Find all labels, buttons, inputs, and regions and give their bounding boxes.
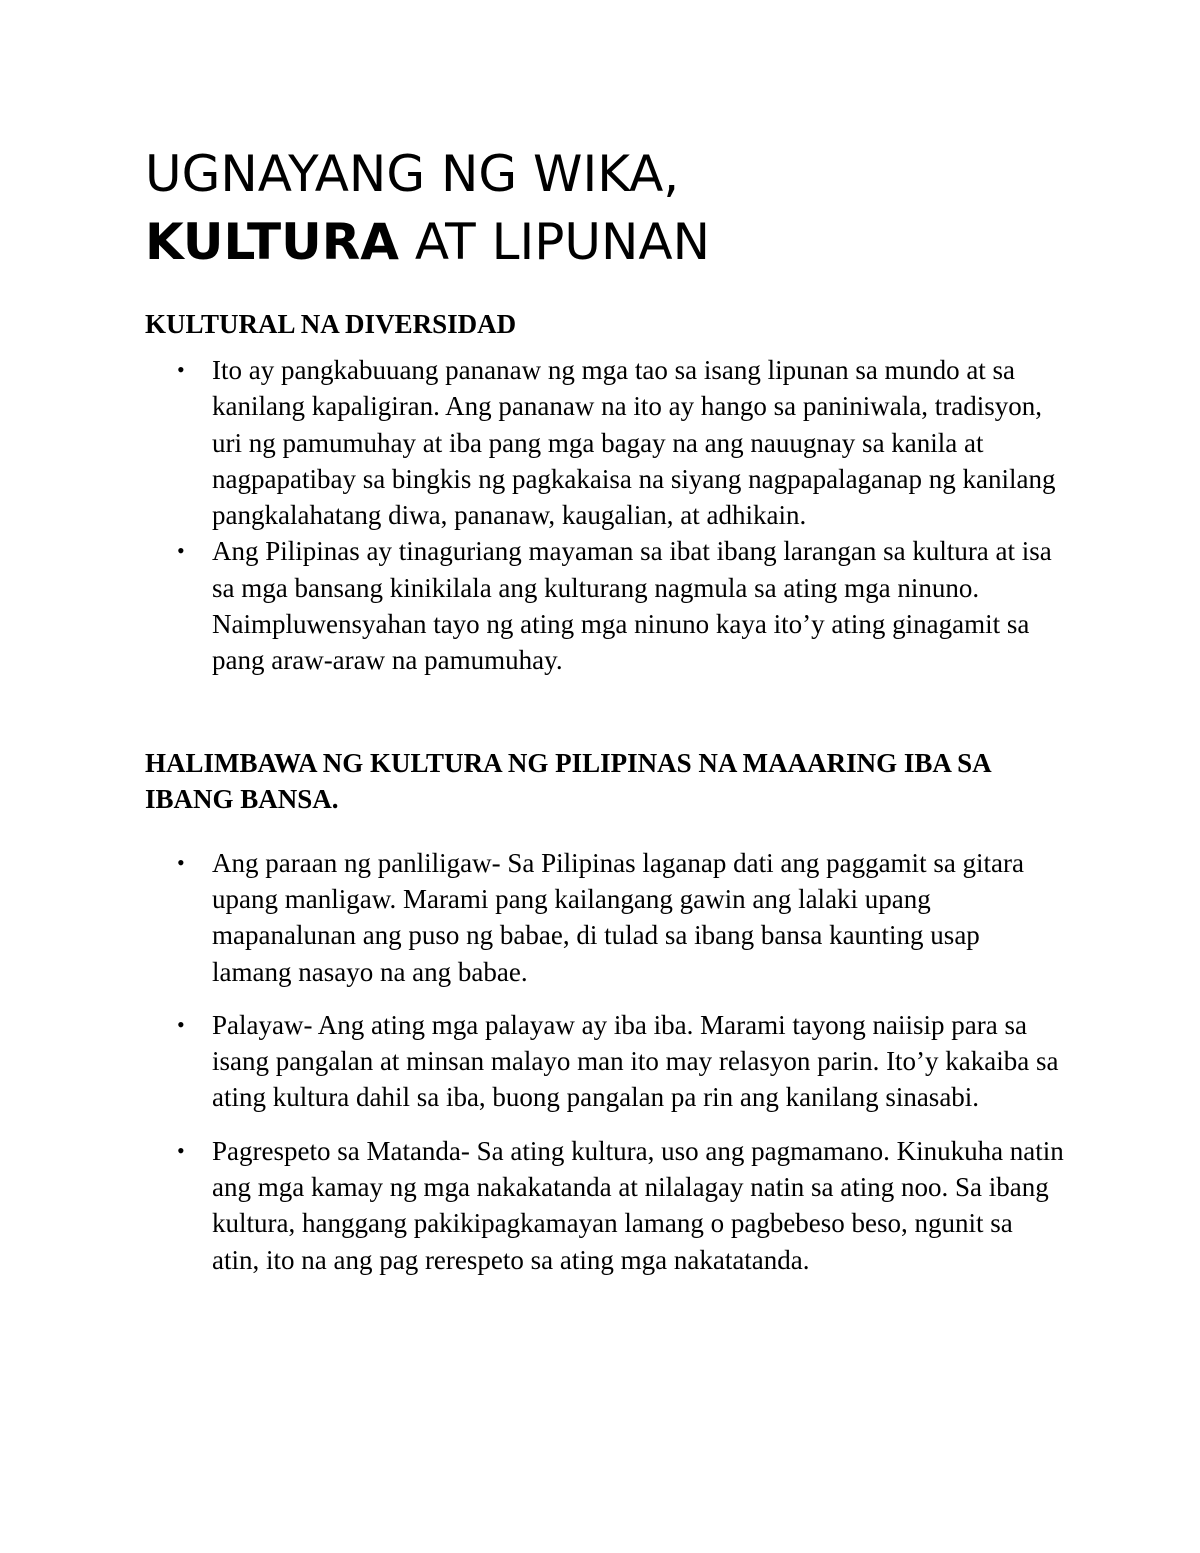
section1-list (145, 352, 1065, 679)
document-page (145, 140, 1065, 1295)
list-item-text: Ang paraan ng panliligaw- Sa Pilipinas laganap dati ang paggamit sa gitara upang manligaw. Marami pang kailangang gawin ang lalaki upang mapanalunan ang puso ng babae, di tulad sa ibang bansa kaunting usap lamang nasayo na ang babae. (212, 847, 1025, 987)
bullet-icon: • (177, 849, 185, 875)
list-item-text: Ang Pilipinas ay tinaguriang mayaman sa ibat ibang larangan sa kultura at isa sa mga bansang kinikilala ang kulturang nagmula sa ating mga ninuno. Naimpluwensyahan tayo ng ating mga ninuno kaya ito’y ating ginagamit sa pang araw-araw na pamumuhay. (212, 536, 1052, 676)
bullet-icon: • (177, 1011, 185, 1037)
list-item-text: Pagrespeto sa Matanda- Sa ating kultura, uso ang pagmamano. Kinukuha natin ang mga kamay ng mga nakakatanda at nilalagay natin sa ating noo. Sa ibang kultura, hanggang pakikipagkamayan lamang o pagbebeso beso, ngunit sa atin, ito na ang pag rerespeto sa ating mga nakatatanda. (212, 1135, 1064, 1275)
list-item (145, 845, 1065, 990)
bullet-icon: • (177, 1137, 185, 1163)
section-heading-kultural-na-diversidad: KULTURAL NA DIVERSIDAD (145, 309, 517, 339)
list-item-text: Ito ay pangkabuuang pananaw ng mga tao sa isang lipunan sa mundo at sa kanilang kapaligiran. Ang pananaw na ito ay hango sa paniniwala, tradisyon, uri ng pamumuhay at iba pang mga bagay na ang nauugnay sa kanila at nagpapatibay sa bingkis ng pagkakaisa na siyang nagpapalaganap ng kanilang pangkalahatang diwa, pananaw, kaugalian, at adhikain. (212, 355, 1056, 531)
section2-list (145, 845, 1065, 1278)
title-rest: AT LIPUNAN (398, 213, 710, 271)
bullet-icon: • (177, 538, 185, 564)
title-line-1: UGNAYANG NG WIKA, (145, 145, 680, 203)
list-item (145, 1133, 1065, 1278)
list-item (145, 1007, 1065, 1116)
list-item (145, 352, 1065, 533)
list-item-text: Palayaw- Ang ating mga palayaw ay iba iba. Marami tayong naiisip para sa isang pangalan at minsan malayo man ito may relasyon parin. Ito’y kakaiba sa ating kultura dahil sa iba, buong pangalan pa rin ang kanilang sinasabi. (212, 1009, 1059, 1113)
section-heading-halimbawa: HALIMBAWA NG KULTURA NG PILIPINAS NA MAAARING IBA SA IBANG BANSA. (145, 747, 991, 814)
bullet-icon: • (177, 357, 185, 382)
title-bold-word: KULTURA (145, 213, 399, 271)
document-title (145, 140, 1065, 276)
list-item (145, 533, 1065, 678)
